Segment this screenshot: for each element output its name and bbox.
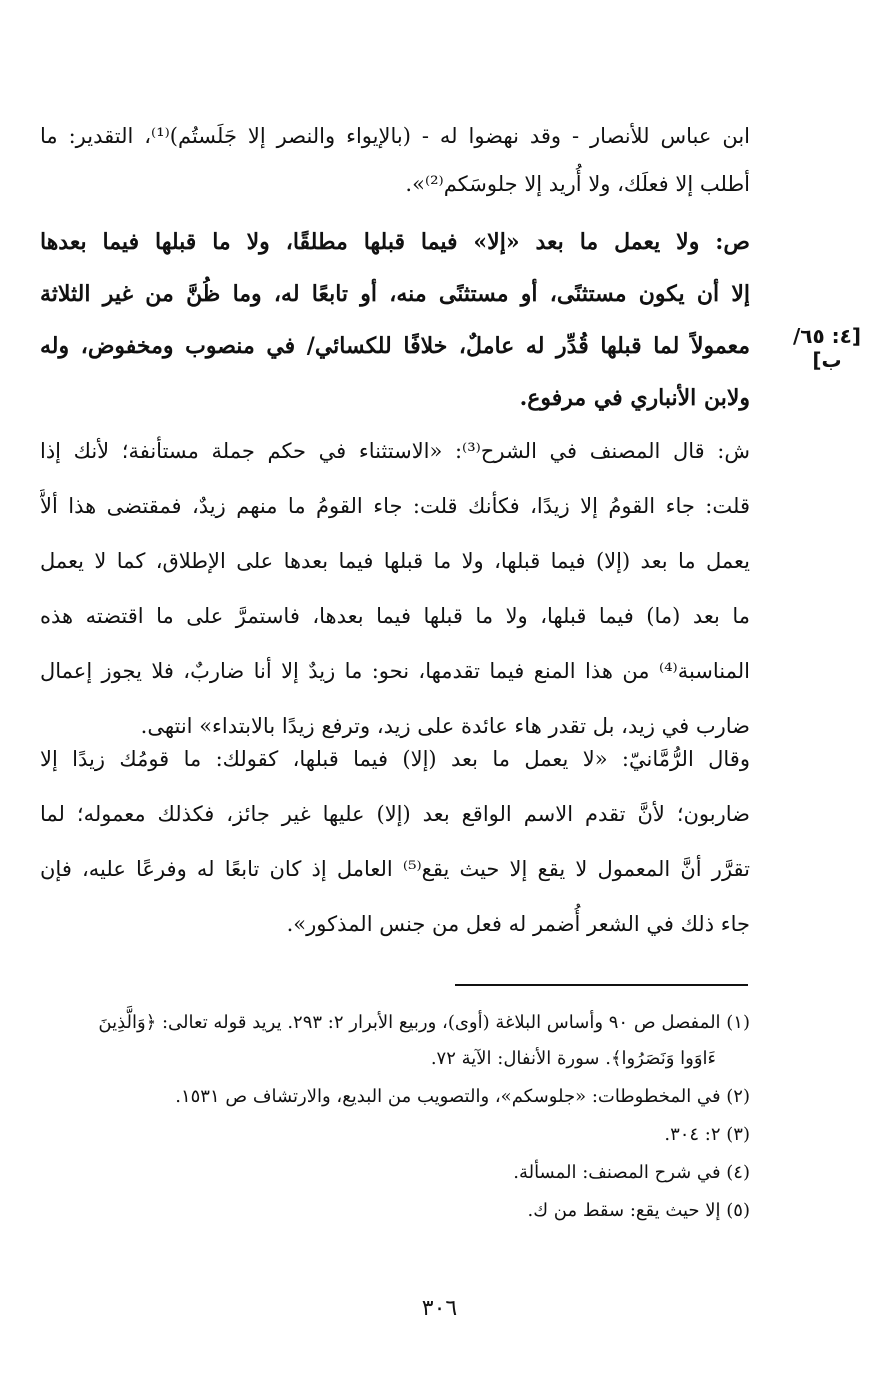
manuscript-folio-reference: [٤: ٦٥/ب] bbox=[792, 324, 862, 372]
text-line: ما بعد (ما) فيما قبلها، ولا ما قبلها فيما بعدها، فاستمرَّ على ما اقتضته هذه bbox=[40, 604, 750, 628]
text-line: إلا أن يكون مستثنًى، أو مستثنًى منه، أو تابعًا له، وما ظُنَّ من غير الثلاثة bbox=[40, 281, 750, 307]
page-number: ٣٠٦ bbox=[421, 1296, 458, 1321]
text-line: قلت: جاء القومُ إلا زيدًا، فكأنك قلت: جاء القومُ ما منهم زيدٌ، فمقتضى هذا ألاَّ bbox=[40, 494, 750, 518]
text-line: تقرَّر أنَّ المعمول لا يقع إلا حيث يقع⁽⁵⁾ العامل إذ كان تابعًا له وفرعًا عليه، فإن bbox=[40, 857, 750, 881]
sharh-paragraph bbox=[40, 424, 750, 754]
footnote-3: (٣) ٢: ٣٠٤. bbox=[664, 1124, 750, 1145]
text-line: وقال الرُّمَّانيّ: «لا يعمل ما بعد (إلا) فيما قبلها، كقولك: ما قومُك زيدًا إلا bbox=[40, 747, 750, 771]
text-line: ضارب في زيد، بل تقدر هاء عائدة على زيد، وترفع زيدًا بالابتداء» انتهى. bbox=[140, 714, 750, 738]
text-line: ص: ولا يعمل ما بعد «إلا» فيما قبلها مطلقًا، ولا ما قبلها فيما بعدها bbox=[40, 229, 750, 255]
footnotes bbox=[60, 1012, 750, 1238]
footnote-4: (٤) في شرح المصنف: المسألة. bbox=[513, 1162, 750, 1183]
footnote-2: (٢) في المخطوطات: «جلوسكم»، والتصويب من البديع، والارتشاف ص ١٥٣١. bbox=[175, 1086, 750, 1107]
footnote-separator bbox=[455, 984, 748, 986]
text-line: أطلب إلا فعلَك، ولا أُريد إلا جلوسَكم⁽²⁾». bbox=[405, 172, 750, 196]
text-line: ش: قال المصنف في الشرح⁽³⁾: «الاستثناء في حكم جملة مستأنفة؛ لأنك إذا bbox=[40, 439, 750, 463]
text-line: ابن عباس للأنصار - وقد نهضوا له - (بالإيواء والنصر إلا جَلَستُم)⁽¹⁾، التقدير: ما bbox=[40, 124, 750, 148]
footnote-5: (٥) إلا حيث يقع: سقط من ك. bbox=[527, 1200, 750, 1221]
footnote-text: (١) المفصل ص ٩٠ وأساس البلاغة (أوى)، وربيع الأبرار ٢: ٢٩٣. يريد قوله تعالى: ﴿وَالَّذِينَ bbox=[98, 1012, 750, 1033]
text-line: المناسبة⁽⁴⁾ من هذا المنع فيما تقدمها، نحو: ما زيدٌ إلا أنا ضاربٌ، فلا يجوز إعمال bbox=[40, 659, 750, 683]
text-line: جاء ذلك في الشعر أُضمر له فعل من جنس المذكور». bbox=[286, 912, 750, 936]
rummani-paragraph bbox=[40, 732, 750, 952]
matn-paragraph bbox=[40, 216, 750, 424]
text-line: ضاربون؛ لأنَّ تقدم الاسم الواقع بعد (إلا) عليها غير جائز، فكذلك معموله؛ لما bbox=[40, 802, 750, 826]
footnote-text-continued: ءَاوَوا وَنَصَرُوا﴾. سورة الأنفال: الآية ٧٢. bbox=[430, 1048, 716, 1069]
intro-paragraph bbox=[40, 112, 750, 208]
text-line: ولابن الأنباري في مرفوع. bbox=[519, 385, 750, 411]
text-line: يعمل ما بعد (إلا) فيما قبلها، ولا ما قبلها فيما بعدها على الإطلاق، كما لا يعمل bbox=[40, 549, 750, 573]
text-line: معمولاً لما قبلها قُدِّر له عاملٌ، خلافًا للكسائي/ في منصوب ومخفوض، وله bbox=[40, 333, 750, 359]
footnote-1 bbox=[60, 1012, 750, 1070]
